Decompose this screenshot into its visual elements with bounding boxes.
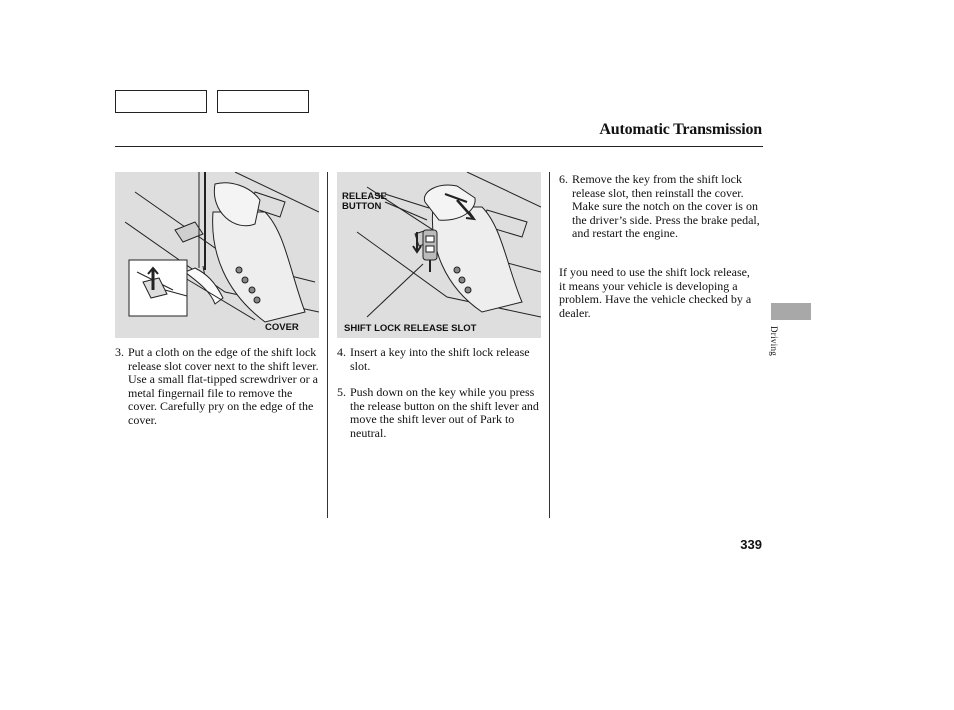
shift-lock-note: If you need to use the shift lock release, it means your vehicle is developing a problem. Have the vehicle checked by a dealer. — [559, 265, 752, 320]
step-text: Remove the key from the shift lock release slot, then reinstall the cover. Make sure the notch on the cover is on the driver’s side. Press the brake pedal, and restart the engine. — [572, 172, 760, 240]
step-5 — [337, 386, 542, 440]
cover-callout: COVER — [265, 322, 299, 333]
step-number: 3. — [115, 345, 124, 359]
release-button-callout-line1: RELEASE — [342, 191, 387, 202]
nav-tab-index[interactable] — [217, 90, 309, 113]
shift-lock-slot-callout: SHIFT LOCK RELEASE SLOT — [344, 323, 477, 334]
page-number: 339 — [740, 537, 762, 552]
step-number: 5. — [337, 385, 346, 399]
section-tab-marker[interactable] — [771, 303, 811, 320]
header-divider — [115, 146, 763, 147]
step-text: Push down on the key while you press the release button on the shift lever and move the shift lever out of Park to neutral. — [350, 385, 539, 440]
column-divider — [549, 172, 550, 518]
release-slot-illustration — [337, 172, 541, 338]
step-text: Insert a key into the shift lock release slot. — [350, 345, 530, 373]
step-number: 6. — [559, 172, 568, 186]
release-button-callout-line2: BUTTON — [342, 201, 382, 212]
column-divider — [327, 172, 328, 518]
step-6 — [559, 173, 764, 241]
cover-removal-illustration — [115, 172, 319, 338]
section-tab-label: Driving — [769, 326, 779, 357]
page-title: Automatic Transmission — [599, 121, 762, 138]
shift-lever-cover-drawing — [115, 172, 319, 338]
step-4 — [337, 346, 542, 373]
step-3 — [115, 346, 320, 427]
nav-tab-main-menu[interactable] — [115, 90, 207, 113]
step-text: Put a cloth on the edge of the shift lock release slot cover next to the shift lever. Use a small flat-tipped screwdriver or a metal fingernail file to remove the cover. Carefully pry on the edge of the cover. — [128, 345, 319, 427]
step-number: 4. — [337, 345, 346, 359]
